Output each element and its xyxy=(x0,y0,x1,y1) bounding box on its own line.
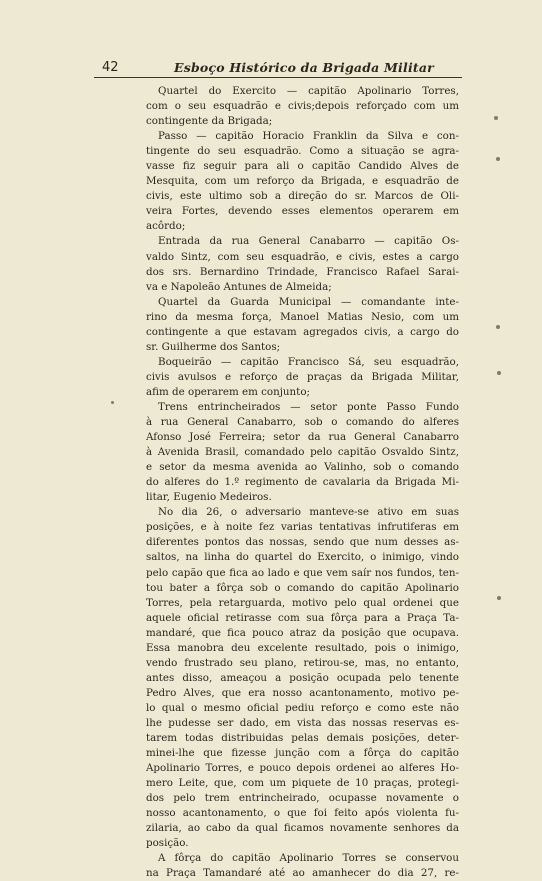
text-line: do alferes do 1.º regimento de cavalaria da Brigada Mi- xyxy=(146,476,459,489)
text-line: acôrdo; xyxy=(146,220,186,233)
text-line: Trens entrincheirados — setor ponte Passo Fundo xyxy=(158,400,459,413)
speck-mark xyxy=(111,401,114,404)
text-line: Apolinario Torres, e pouco depois ordenei ao alferes Ho- xyxy=(146,762,459,775)
text-line: No dia 26, o adversario manteve-se ativo em suas xyxy=(158,506,459,519)
text-line: contingente da Brigada; xyxy=(146,115,273,128)
text-line: na Praça Tamandaré até ao amanhecer do dia 27, re- xyxy=(146,867,459,880)
text-line: valdo Sintz, com seu esquadrão, e civis, estes a cargo xyxy=(146,250,459,263)
text-line: dos pelo trem entrincheirado, ocupasse novamente o xyxy=(146,792,459,805)
text-line: pelo capão que fica ao lado e que vem saír nos fundos, ten- xyxy=(146,566,459,579)
text-line: Torres, pela retarguarda, motivo pelo qual ordenei que xyxy=(146,596,459,609)
body-text xyxy=(146,84,459,881)
text-line: afim de operarem em conjunto; xyxy=(146,385,310,398)
text-line: sr. Guilherme dos Santos; xyxy=(146,340,281,353)
text-line: contingente a que estavam agregados civis, a cargo do xyxy=(146,325,459,338)
page-header xyxy=(94,59,462,78)
speck-mark xyxy=(494,116,498,120)
text-line: posição. xyxy=(146,837,189,850)
text-line: mero Leite, que, com um piquete de 10 praças, protegi- xyxy=(146,777,459,790)
speck-mark xyxy=(496,325,500,329)
speck-mark xyxy=(497,371,501,375)
text-line: à Avenida Brasil, comandado pelo capitão Osvaldo Sintz, xyxy=(146,446,459,459)
text-line: nosso acantonamento, o que foi feito após violenta fu- xyxy=(146,807,459,820)
text-line: vendo frustrado seu plano, retirou-se, mas, no entanto, xyxy=(146,656,459,669)
text-line: Essa manobra deu excelente resultado, pois o inimigo, xyxy=(146,641,459,654)
text-line: rino da mesma força, Manoel Matias Nesio, com um xyxy=(146,310,459,323)
text-line: e setor da mesma avenida ao Valinho, sob o comando xyxy=(146,461,459,474)
text-line: civis avulsos e reforço de praças da Brigada Militar, xyxy=(146,370,459,383)
text-line: civis, este ultimo sob a direção do sr. Marcos de Oli- xyxy=(146,190,459,203)
speck-mark xyxy=(496,157,500,161)
text-line: diferentes pontos das nossas, sendo que num desses as- xyxy=(146,536,459,549)
page-number: 42 xyxy=(102,60,119,75)
text-line: minei-lhe que fizesse junção com a fôrça do capitão xyxy=(146,747,459,760)
text-line: Afonso José Ferreira; setor da rua General Canabarro xyxy=(146,431,459,444)
text-line: litar, Eugenio Medeiros. xyxy=(146,491,272,504)
text-line: Quartel da Guarda Municipal — comandante inte- xyxy=(158,295,459,308)
text-line: veira Fortes, devendo esses elementos operarem em xyxy=(146,205,459,218)
text-line: antes disso, ameaçou a posição ocupada pelo tenente xyxy=(146,671,459,684)
text-line: lo qual o mesmo oficial pediu reforço e como este não xyxy=(146,701,459,714)
text-line: Boqueirão — capitão Francisco Sá, seu esquadrão, xyxy=(158,355,459,368)
text-line: à rua General Canabarro, sob o comando do alferes xyxy=(146,416,459,429)
text-line: posições, e à noite fez varias tentativas infrutiferas em xyxy=(146,521,459,534)
text-line: vasse fiz seguir para ali o capitão Candido Alves de xyxy=(146,160,459,173)
text-line: com o seu esquadrão e civis;depois reforçado com um xyxy=(146,100,459,113)
text-line: lhe pudesse ser dado, em vista das nossas reservas es- xyxy=(146,716,459,729)
text-line: tingente do seu esquadrão. Como a situação se agra- xyxy=(146,145,459,158)
text-line: dos srs. Bernardino Trindade, Francisco Rafael Sarai- xyxy=(146,265,459,278)
text-line: tarem todas distribuidas pelas demais posições, deter- xyxy=(146,732,459,745)
text-line: Mesquita, com um reforço da Brigada, e esquadrão de xyxy=(146,175,459,188)
text-line: Passo — capitão Horacio Franklin da Silva e con- xyxy=(158,130,459,143)
text-line: tou bater a fôrça sob o comando do capitão Apolinario xyxy=(146,581,459,594)
text-line: mandaré, que fica pouco atraz da posição que ocupava. xyxy=(146,626,459,639)
speck-mark xyxy=(497,596,501,600)
text-line: Pedro Alves, que era nosso acantonamento, motivo pe- xyxy=(146,686,459,699)
running-title: Esboço Histórico da Brigada Militar xyxy=(174,60,434,75)
text-line: saltos, na linha do quartel do Exercito, o inimigo, vindo xyxy=(146,551,459,564)
text-line: A fôrça do capitão Apolinario Torres se conservou xyxy=(158,852,459,865)
text-line: Quartel do Exercito — capitão Apolinario Torres, xyxy=(158,85,459,97)
text-line: zilaria, ao cabo da qual ficamos novamente senhores da xyxy=(146,822,459,835)
text-line: Entrada da rua General Canabarro — capitão Os- xyxy=(158,235,459,248)
text-line: va e Napoleão Antunes de Almeida; xyxy=(146,280,332,293)
text-line: aquele oficial retirasse com sua fôrça para a Praça Ta- xyxy=(146,611,459,624)
